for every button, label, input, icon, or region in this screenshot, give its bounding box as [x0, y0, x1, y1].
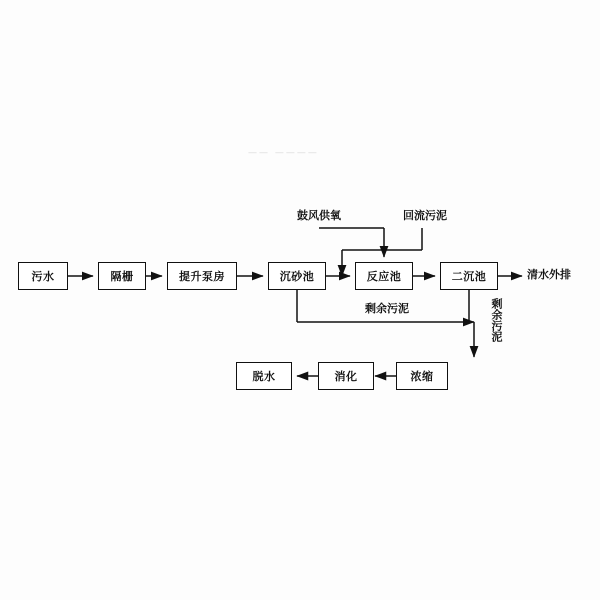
label-excess-sludge: 剩余污泥: [365, 302, 409, 315]
node-grit[interactable]: 沉砂池: [268, 262, 326, 290]
node-digest[interactable]: 消化: [318, 362, 374, 390]
label-effluent: 清水外排: [527, 268, 571, 281]
node-thicken[interactable]: 浓缩: [396, 362, 448, 390]
node-sewage[interactable]: 污水: [18, 262, 68, 290]
node-clarifier[interactable]: 二沉池: [440, 262, 498, 290]
label-return-sludge: 回流污泥: [403, 209, 447, 222]
watermark-text: —— ————: [248, 148, 319, 158]
label-excess-sludge-alt: 剩余污泥: [490, 298, 503, 342]
label-aeration: 鼓风供氧: [297, 209, 341, 222]
node-pump[interactable]: 提升泵房: [167, 262, 237, 290]
node-dewater[interactable]: 脱水: [236, 362, 292, 390]
node-grid[interactable]: 隔栅: [98, 262, 146, 290]
node-reactor[interactable]: 反应池: [355, 262, 413, 290]
